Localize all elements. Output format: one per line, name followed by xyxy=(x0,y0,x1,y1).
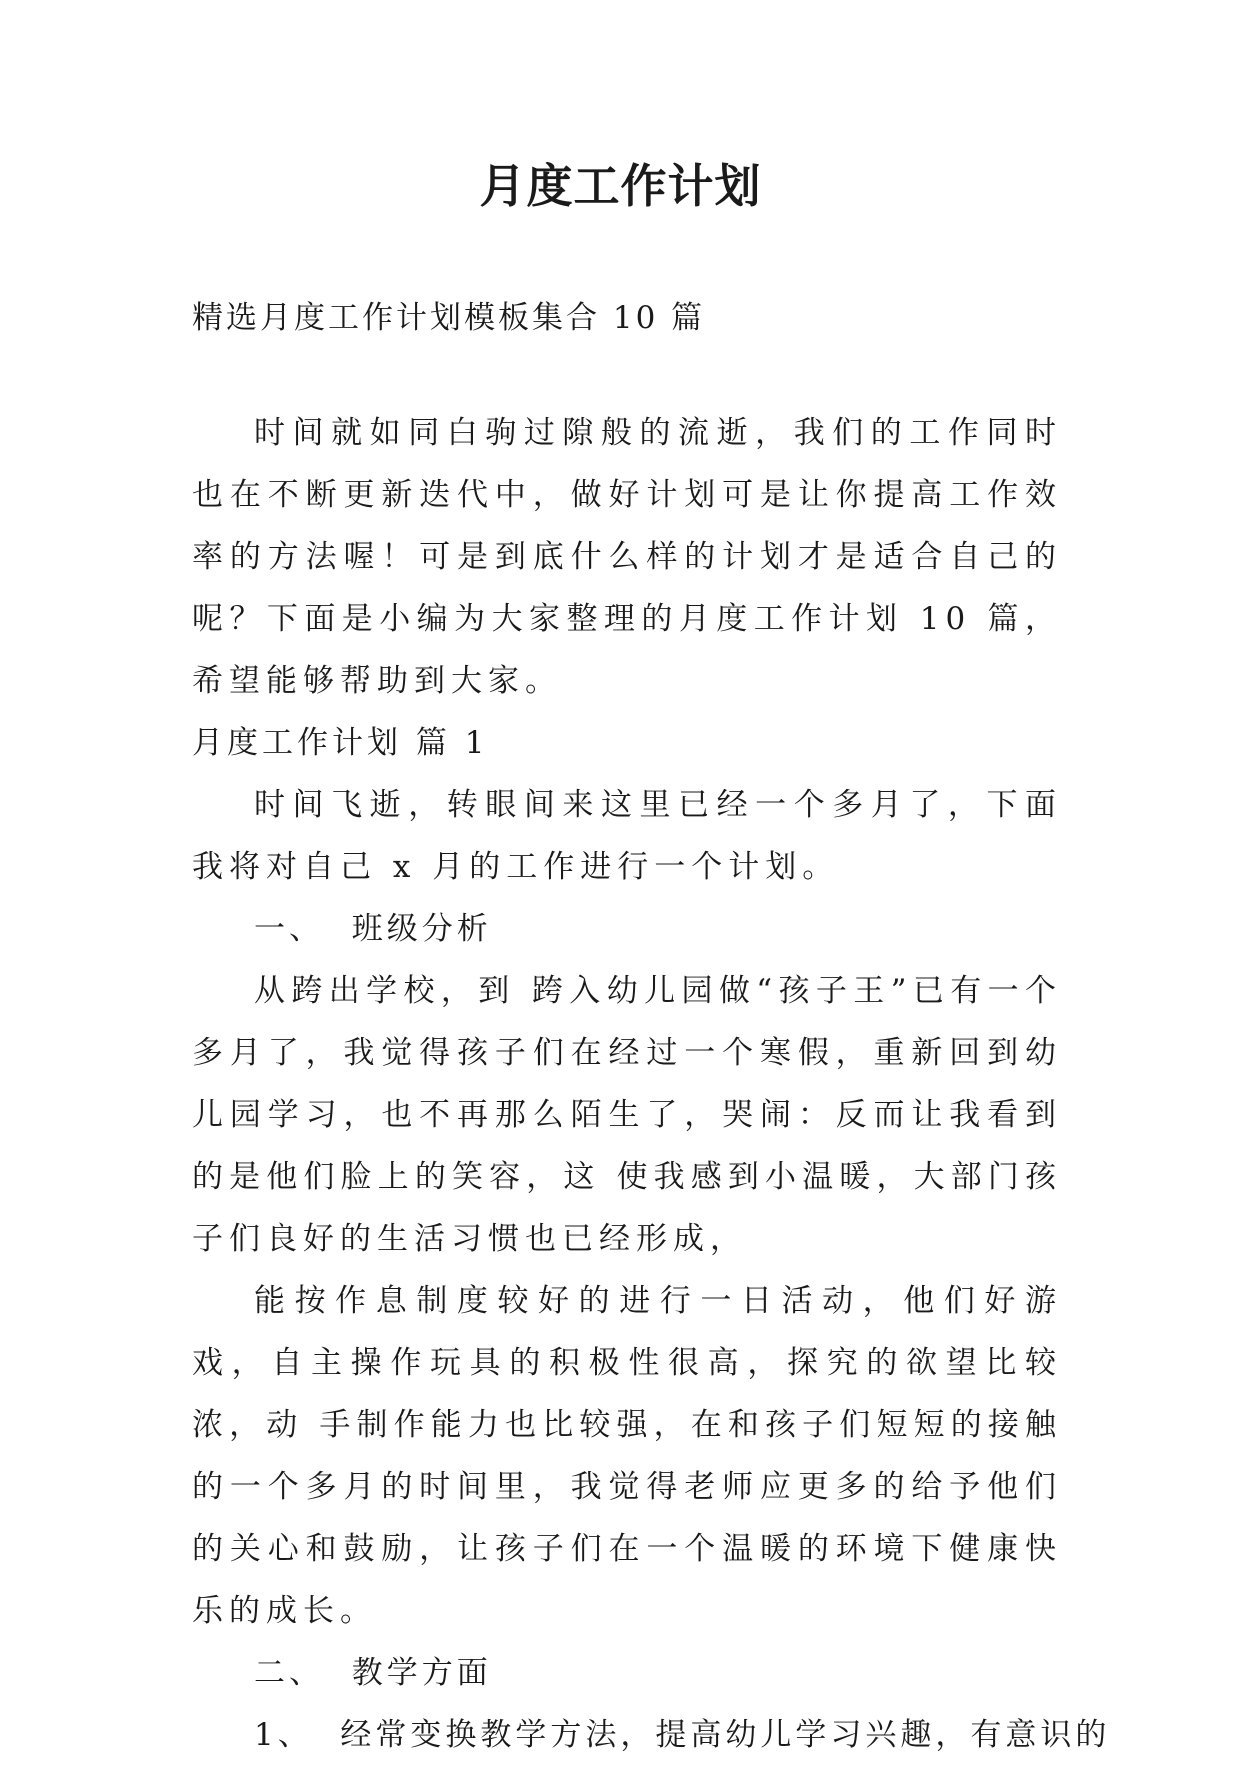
subheading-class-analysis: 一、 班级分析 xyxy=(254,911,492,947)
section-paragraph-1: 时间飞逝，转眼间来这里已经一个多月了，下面我将对自己 x 月的工作进行一个计划。 xyxy=(192,787,1062,885)
document-title: 月度工作计划 xyxy=(479,159,762,213)
list-item-1: 1、 经常变换教学方法，提高幼儿学习兴趣，有意识的 xyxy=(254,1717,1111,1753)
document-body xyxy=(192,402,1111,1766)
section-paragraph-3: 能按作息制度较好的进行一日活动，他们好游戏，自主操作玩具的积极性很高，探究的欲望比较浓，动 手制作能力也比较强，在和孩子们短短的接触的一个多月的时间里，我觉得老师应更多的给予他们的关心和鼓励，让孩子们在一个温暖的环境下健康快乐的成长。 xyxy=(192,1283,1062,1629)
section-heading: 月度工作计划 篇 1 xyxy=(192,725,489,761)
intro-paragraph: 时间就如同白驹过隙般的流逝，我们的工作同时也在不断更新迭代中，做好计划可是让你提高工作效率的方法喔！可是到底什么样的计划才是适合自己的呢？下面是小编为大家整理的月度工作计划 10 篇，希望能够帮助到大家。 xyxy=(192,415,1062,699)
subheading-teaching: 二、 教学方面 xyxy=(254,1655,492,1691)
section-paragraph-2: 从跨出学校，到 跨入幼儿园做“孩子王”已有一个多月了，我觉得孩子们在经过一个寒假，重新回到幼儿园学习，也不再那么陌生了，哭闹：反而让我看到的是他们脸上的笑容，这 使我感到小温暖，大部门孩子们良好的生活习惯也已经形成， xyxy=(192,973,1062,1257)
document-subtitle: 精选月度工作计划模板集合 10 篇 xyxy=(192,300,706,336)
